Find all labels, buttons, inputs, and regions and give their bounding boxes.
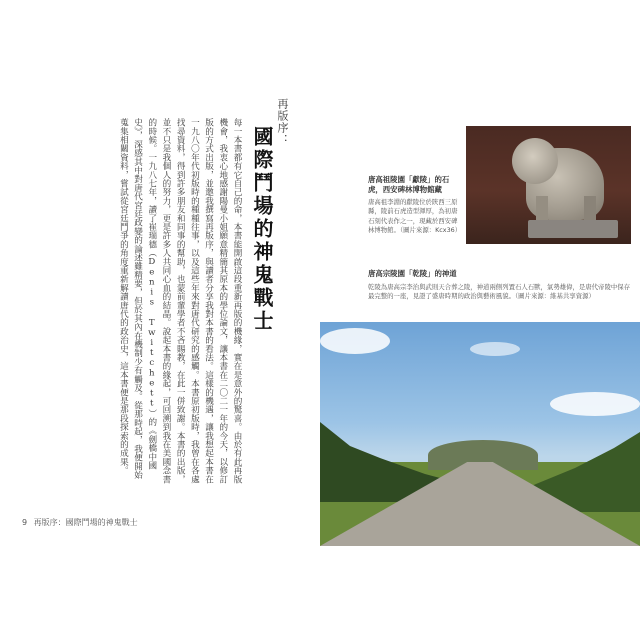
- photo1-caption-title: 唐高祖陵園「獻陵」的石虎，西安碑林博物館藏: [368, 175, 450, 194]
- section-label: 再版序：: [276, 98, 289, 146]
- statue-leg: [584, 196, 596, 222]
- body-paragraph: 每一本書都有它自己的命，本書能開啟這段重新再版的機緣，實在是意外的驚喜。由於有此再版機會，我衷心地感謝陽曼小姐願意精簡其原本的學位論文，讓本書在二〇二一年的今天，以修訂版的方式出版，並邀我撰寫再版序，與讀者分享我對本書的看法。這樣的機遇，讓我想起本書在一九八〇年代初版時的種種往事，以及這些年來對唐代研究的感觸。本書原初版時，我曾在各處找尋資料，得到許多朋友和同事的幫助，也蒙前輩學者不吝賜教，在此一併致謝。本書的出版，並不只是我個人的努力，更是許多人共同心血的結晶。說起本書的緣起，可回溯到我在美國念書的時候。一九八七年，讀了崔瑞德（Denis Twitchett）的《劍橋中國史》，深感其中對唐代宮廷政變的論述雖精要，但於其內在機制少有觸及。從那時起，我便開始蒐集相關資料，嘗試從宮廷鬥爭的角度重新解讀唐代的政治史，這本書便是那段探索的成果。: [118, 118, 242, 484]
- cloud: [550, 392, 640, 416]
- page-footer: [22, 517, 138, 528]
- cloud: [320, 328, 390, 354]
- stone-tiger-photo: [466, 126, 631, 244]
- photo2-caption-title: 唐高宗陵園「乾陵」的神道: [368, 269, 457, 278]
- page-number: 9: [22, 518, 28, 527]
- photo2-caption-body: 乾陵為唐高宗李治與武則天合葬之陵，神道兩側列置石人石獸，氣勢雄偉，是唐代帝陵中保存最完整的一座，見證了盛唐時期的政治與藝術風貌。（圖片來源：維基共享資源）: [368, 283, 631, 301]
- running-title: 再版序：國際鬥場的神鬼戰士: [33, 518, 138, 527]
- page-title: 國際鬥場的神鬼戰士: [250, 126, 274, 333]
- spirit-way-photo: [320, 322, 640, 546]
- statue-head: [512, 138, 558, 184]
- photo1-caption-body: 唐高祖李淵的獻陵位於陝西三原縣，陵前石虎造型渾厚，為初唐石刻代表作之一，現藏於西安碑林博物館。（圖片來源：Kcx36）: [368, 198, 462, 235]
- cloud: [470, 342, 520, 356]
- statue-plinth: [528, 220, 618, 238]
- statue-leg: [536, 196, 548, 222]
